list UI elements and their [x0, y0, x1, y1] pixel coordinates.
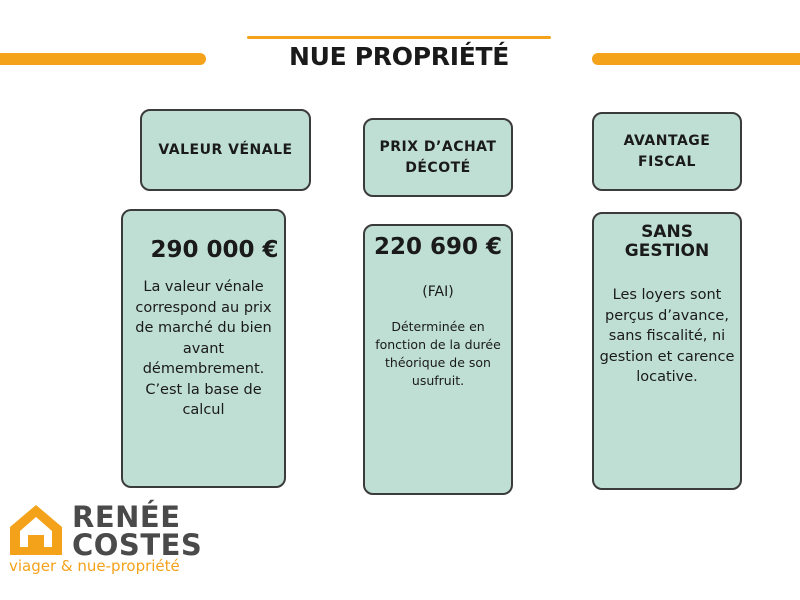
logo-text-line1: RENÉE [72, 500, 181, 534]
amount-value: 290 000 € [150, 237, 279, 263]
logo-text-line2: COSTES [72, 528, 203, 562]
card-description: Les loyers sont perçus d’avance, sans fiscalité, ni gestion et carence locative. [599, 287, 735, 385]
header-box-valeur-venale [140, 109, 311, 191]
right-accent-bar [592, 53, 800, 65]
card-description: La valeur vénale correspond au prix de marché du bien avant démembrement. C’est la base de calcul [135, 279, 272, 418]
card-heading: SANS GESTION [624, 222, 710, 261]
header-box-prix-achat [363, 118, 513, 197]
card-description: Déterminée en fonction de la durée théorique de son usufruit. [375, 319, 501, 388]
brand-logo [8, 500, 218, 580]
logo-tagline: viager & nue-propriété [9, 557, 180, 575]
house-icon [8, 503, 64, 557]
amount-value: 220 690 € [373, 234, 503, 260]
card-avantage-fiscal [592, 212, 742, 490]
header-label: AVANTAGE FISCAL [623, 132, 711, 170]
card-prix-achat [363, 224, 513, 495]
left-accent-bar [0, 53, 206, 65]
header-box-avantage-fiscal [592, 112, 742, 191]
card-valeur-venale [121, 209, 286, 488]
header-label: VALEUR VÉNALE [158, 141, 293, 158]
title-accent-line [247, 36, 551, 39]
page-title: NUE PROPRIÉTÉ [288, 42, 509, 71]
fai-note: (FAI) [422, 284, 454, 300]
header-label: PRIX D’ACHAT DÉCOTÉ [379, 138, 497, 176]
